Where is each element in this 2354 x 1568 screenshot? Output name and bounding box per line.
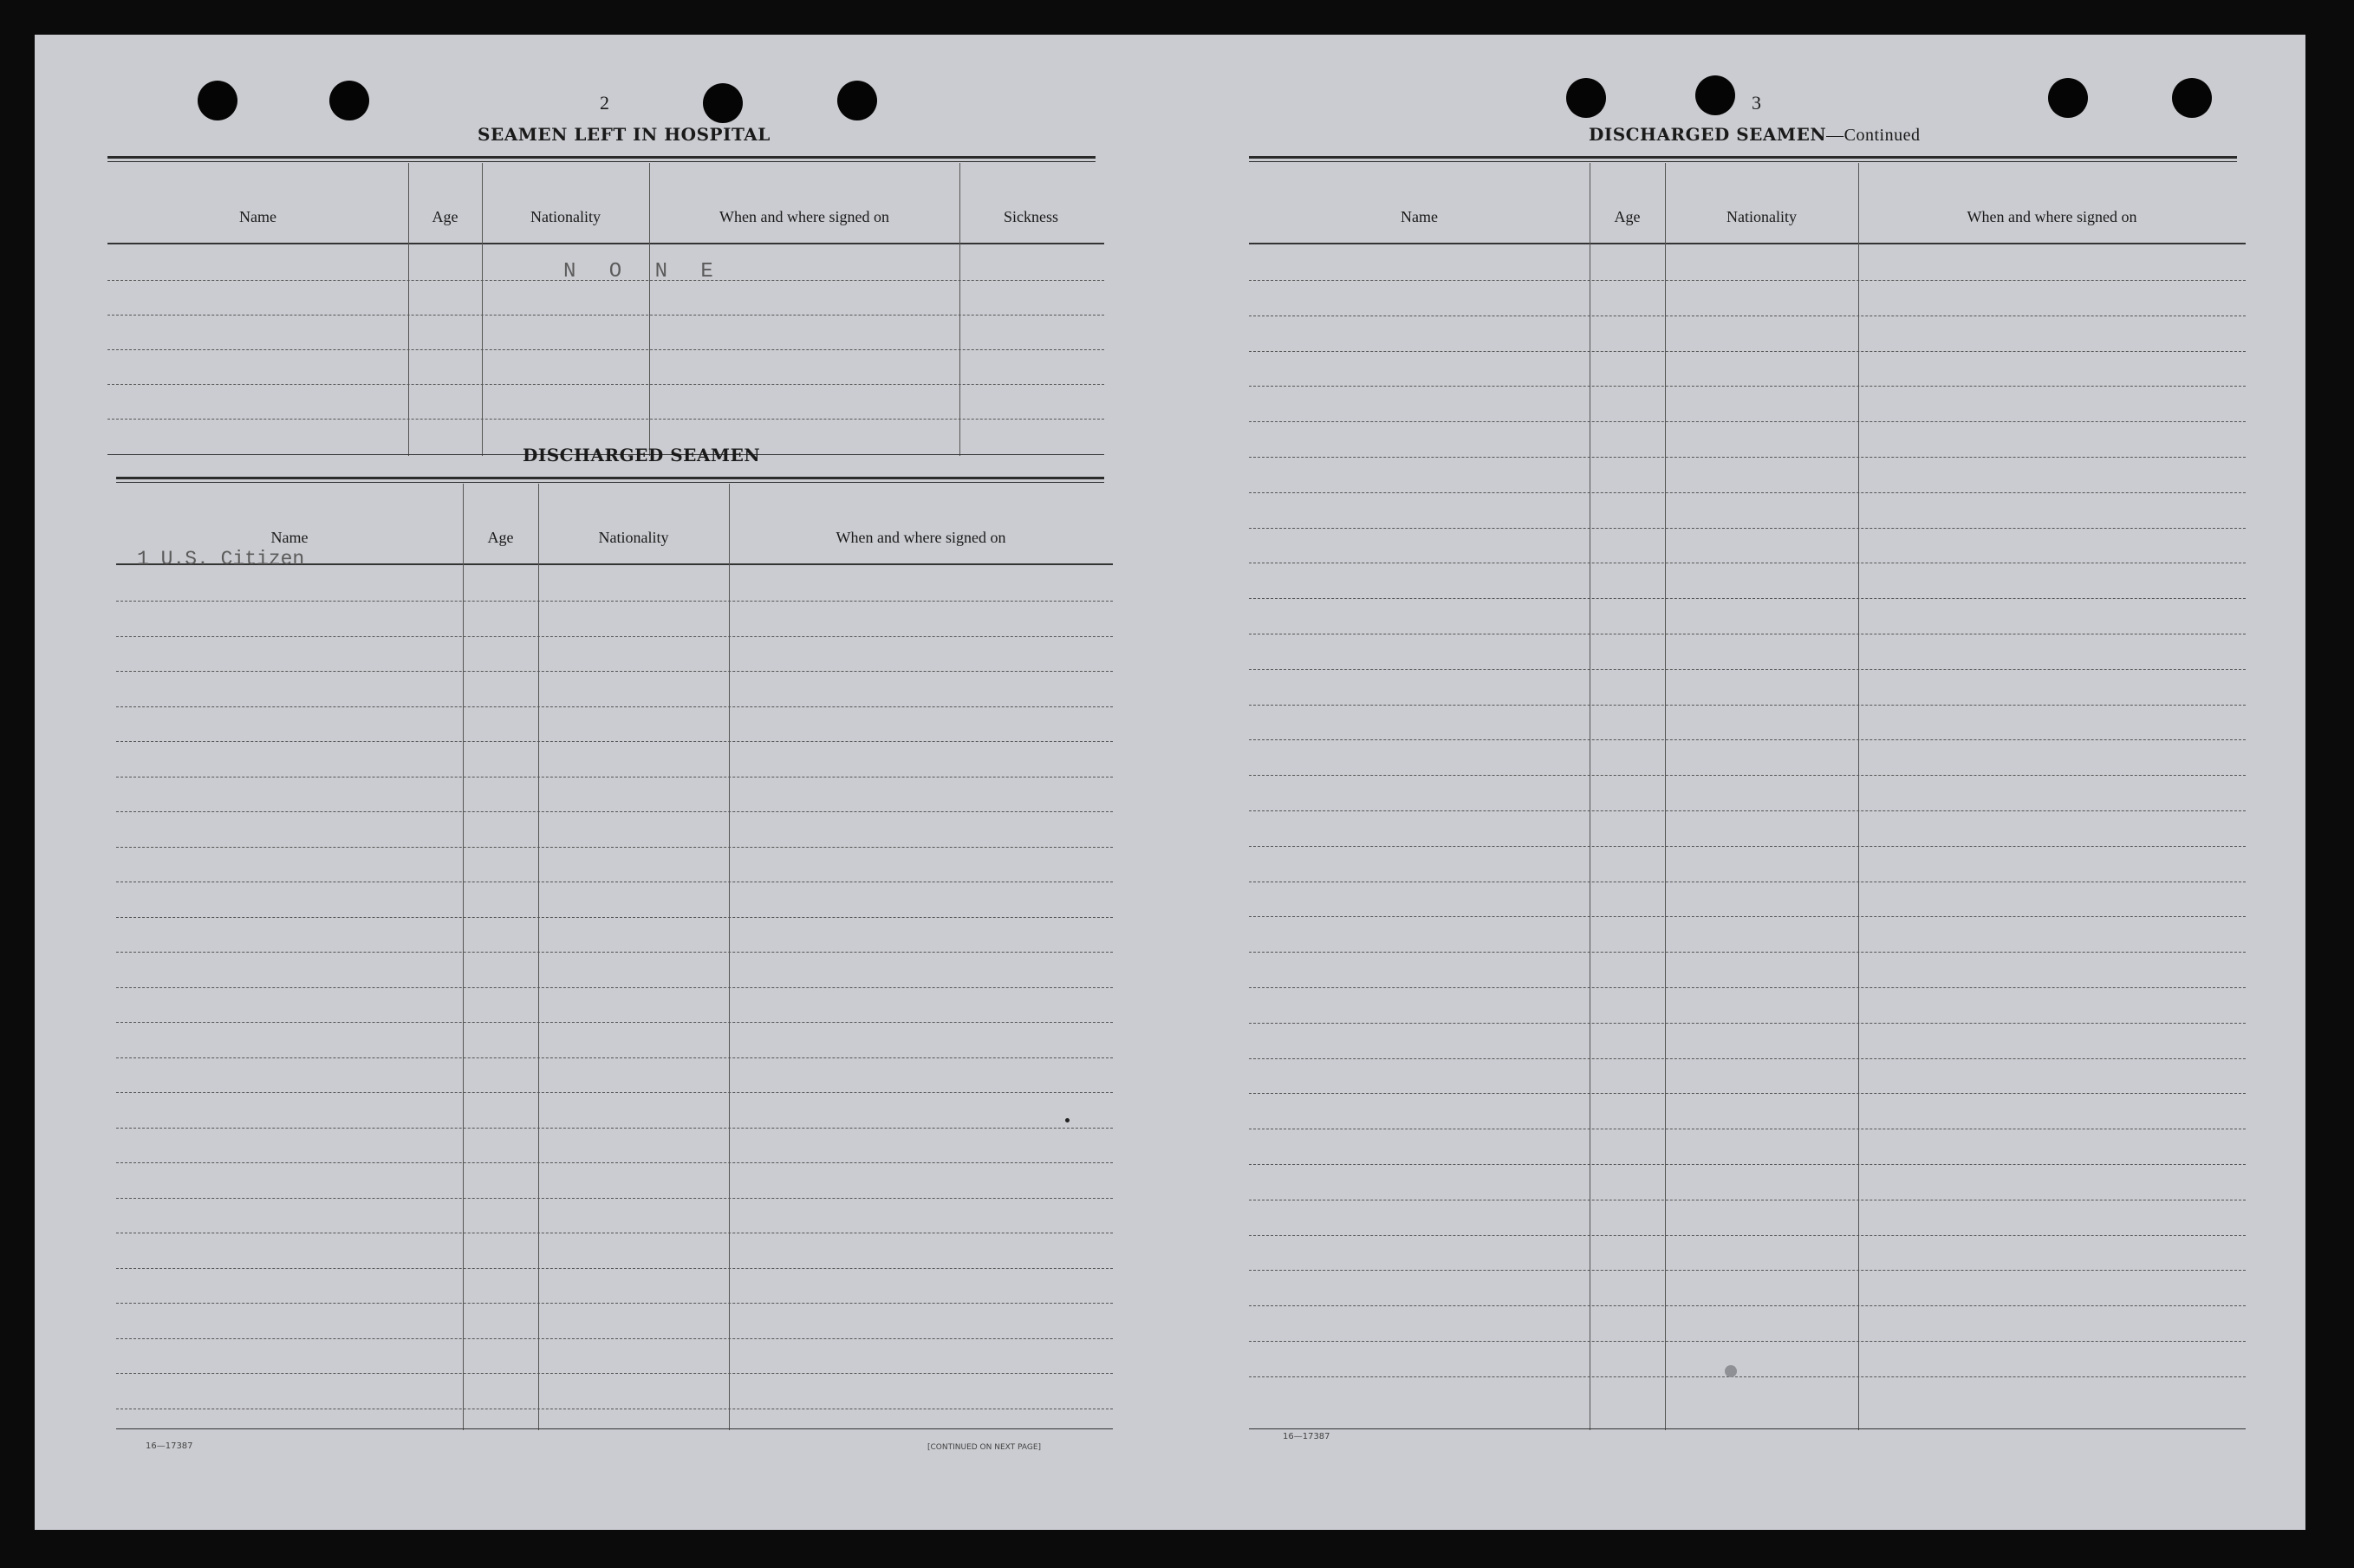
ruled-line (116, 671, 1113, 672)
punch-hole (2172, 78, 2212, 118)
ruled-line (1249, 1093, 2246, 1094)
punch-hole (198, 81, 237, 120)
ruled-line (116, 741, 1113, 742)
column-header-sickness: Sickness (1004, 208, 1058, 225)
ruled-line (1249, 598, 2246, 599)
column-header-name: Name (270, 529, 309, 546)
ruled-line (116, 636, 1113, 637)
title-rule (1249, 156, 2237, 159)
column-divider (649, 163, 650, 456)
ruled-line (107, 315, 1104, 316)
ruled-line (116, 1162, 1113, 1163)
title-rule (116, 477, 1104, 479)
column-header-name: Name (239, 208, 276, 225)
column-header-signed-on: When and where signed on (719, 208, 889, 225)
column-divider (538, 484, 539, 1430)
ruled-line (116, 917, 1113, 918)
punch-hole (1695, 75, 1735, 115)
ruled-line (1249, 386, 2246, 387)
punch-hole (1566, 78, 1606, 118)
ruled-line (1249, 1023, 2246, 1024)
ink-smudge (1725, 1365, 1737, 1377)
hospital-table (107, 163, 1104, 458)
ruled-line (1249, 916, 2246, 917)
ruled-line (116, 811, 1113, 812)
ruled-line (1249, 457, 2246, 458)
ruled-line (1249, 810, 2246, 811)
column-header-nationality: Nationality (1726, 208, 1797, 225)
column-header-age: Age (487, 529, 514, 546)
column-header-age: Age (432, 208, 458, 225)
punch-hole (837, 81, 877, 120)
form-number: 16—17387 (1283, 1432, 1330, 1441)
ruled-line (116, 952, 1113, 953)
page-number-left: 2 (600, 92, 609, 114)
hospital-none-entry: N O N E (563, 260, 724, 283)
ruled-line (107, 349, 1104, 350)
ruled-line (107, 384, 1104, 385)
table-bottom-rule (116, 1428, 1113, 1429)
ruled-line (1249, 1341, 2246, 1342)
discharged-table-left (116, 484, 1113, 1437)
column-header-signed-on: When and where signed on (836, 529, 1006, 546)
ruled-line (1249, 492, 2246, 493)
column-header-name: Name (1401, 208, 1438, 225)
ruled-line (1249, 1305, 2246, 1306)
ruled-line (116, 847, 1113, 848)
punch-hole (329, 81, 369, 120)
header-underline (1249, 243, 2246, 244)
title-suffix: —Continued (1826, 126, 1921, 145)
ruled-line (116, 1373, 1113, 1374)
punch-hole (2048, 78, 2088, 118)
hospital-section-title: SEAMEN LEFT IN HOSPITAL (478, 124, 771, 145)
ruled-line (1249, 421, 2246, 422)
column-header-nationality: Nationality (598, 529, 669, 546)
page-number-right: 3 (1752, 92, 1761, 114)
ruled-line (1249, 1164, 2246, 1165)
title-main: DISCHARGED SEAMEN (1589, 124, 1827, 145)
ruled-line (1249, 705, 2246, 706)
ruled-line (116, 601, 1113, 602)
ruled-line (116, 1128, 1113, 1129)
column-divider (463, 484, 464, 1430)
manifest-sheet (35, 35, 2305, 1530)
ink-speck (1065, 1118, 1070, 1122)
ruled-line (116, 1022, 1113, 1023)
ruled-line (1249, 1058, 2246, 1059)
discharged-entry: 1 U.S. Citizen (137, 548, 305, 570)
column-divider (959, 163, 960, 456)
discharged-continued-title (1589, 124, 1920, 146)
header-underline (107, 243, 1104, 244)
ruled-line (1249, 1235, 2246, 1236)
table-bottom-rule (1249, 1428, 2246, 1429)
ruled-line (1249, 351, 2246, 352)
ruled-line (1249, 952, 2246, 953)
ruled-line (116, 706, 1113, 707)
ruled-line (116, 1303, 1113, 1304)
column-header-signed-on: When and where signed on (1967, 208, 2137, 225)
ruled-line (116, 1338, 1113, 1339)
ruled-line (1249, 775, 2246, 776)
title-rule (107, 156, 1096, 159)
ruled-line (1249, 739, 2246, 740)
ruled-line (116, 1268, 1113, 1269)
form-number: 16—17387 (146, 1441, 193, 1451)
ruled-line (1249, 1270, 2246, 1271)
column-divider (1665, 163, 1666, 1430)
ruled-line (1249, 1376, 2246, 1377)
ruled-line (1249, 528, 2246, 529)
ruled-line (1249, 987, 2246, 988)
ruled-line (1249, 669, 2246, 670)
discharged-table-right (1249, 163, 2246, 1446)
ruled-line (107, 419, 1104, 420)
ruled-line (116, 1198, 1113, 1199)
discharged-section-title: DISCHARGED SEAMEN (523, 445, 761, 465)
column-divider (1858, 163, 1859, 1430)
column-divider (729, 484, 730, 1430)
continued-note: [CONTINUED ON NEXT PAGE] (927, 1443, 1042, 1452)
ruled-line (1249, 846, 2246, 847)
column-header-age: Age (1614, 208, 1641, 225)
column-divider (482, 163, 483, 456)
ruled-line (116, 1057, 1113, 1058)
ruled-line (116, 987, 1113, 988)
column-divider (408, 163, 409, 456)
column-header-nationality: Nationality (530, 208, 601, 225)
ruled-line (116, 1092, 1113, 1093)
punch-hole (703, 83, 743, 123)
ruled-line (1249, 280, 2246, 281)
